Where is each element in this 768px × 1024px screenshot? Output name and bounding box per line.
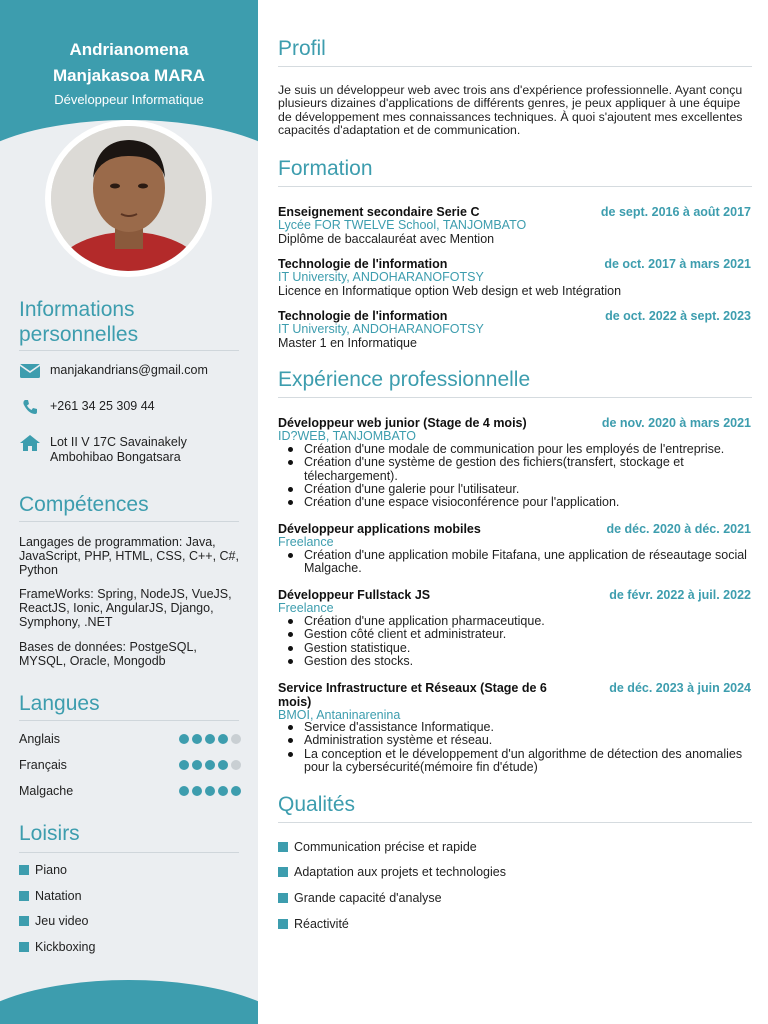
list-item: Administration système et réseau. bbox=[304, 734, 749, 747]
experience-heading: Expérience professionnelle bbox=[278, 368, 531, 391]
divider bbox=[19, 521, 239, 522]
square-bullet-icon bbox=[278, 867, 288, 877]
education-heading: Formation bbox=[278, 157, 373, 180]
level-dot bbox=[179, 760, 189, 770]
quality-label: Grande capacité d'analyse bbox=[294, 891, 442, 905]
square-bullet-icon bbox=[278, 919, 288, 929]
experience-bullets bbox=[304, 721, 749, 774]
email-row bbox=[19, 363, 208, 379]
experience-title: Développeur web junior (Stage de 4 mois) bbox=[278, 416, 527, 430]
quality-item bbox=[278, 865, 506, 879]
address-row bbox=[19, 435, 187, 465]
square-bullet-icon bbox=[19, 891, 29, 901]
language-name: Anglais bbox=[19, 732, 60, 746]
experience-title: Développeur applications mobiles bbox=[278, 522, 481, 536]
divider bbox=[278, 186, 752, 187]
education-title: Technologie de l'information bbox=[278, 309, 448, 323]
level-dot bbox=[179, 734, 189, 744]
hobby-label: Jeu video bbox=[35, 914, 89, 928]
level-dot bbox=[231, 734, 241, 744]
experience-title: Service Infrastructure et Réseaux (Stage de 6 mois) bbox=[278, 681, 547, 709]
candidate-name bbox=[0, 37, 258, 89]
experience-company: Freelance bbox=[278, 535, 334, 549]
address-line1: Lot II V 17C Savainakely bbox=[50, 435, 187, 449]
level-dot bbox=[205, 734, 215, 744]
sidebar-footer-curve bbox=[0, 980, 258, 1024]
level-dot bbox=[192, 734, 202, 744]
language-row bbox=[19, 732, 241, 746]
personal-info-heading bbox=[19, 297, 138, 347]
hobby-item bbox=[19, 940, 95, 954]
divider bbox=[278, 822, 752, 823]
education-date: de sept. 2016 à août 2017 bbox=[600, 205, 751, 219]
experience-company: Freelance bbox=[278, 601, 334, 615]
hobby-label: Piano bbox=[35, 863, 67, 877]
level-dot bbox=[179, 786, 189, 796]
language-row bbox=[19, 758, 241, 772]
education-desc: Diplôme de baccalauréat avec Mention bbox=[278, 232, 495, 246]
language-row bbox=[19, 784, 241, 798]
address-text bbox=[50, 435, 187, 465]
education-school: IT University, ANDOHARANOFOTSY bbox=[278, 270, 484, 284]
language-level-dots bbox=[179, 760, 241, 770]
hobby-item bbox=[19, 863, 67, 877]
square-bullet-icon bbox=[278, 893, 288, 903]
list-item: Service d'assistance Informatique. bbox=[304, 721, 749, 734]
level-dot bbox=[218, 786, 228, 796]
list-item: La conception et le développement d'un algorithme de détection des anomalies pour la cybersécurité(mémoire fin d'étude) bbox=[304, 748, 749, 775]
quality-label: Réactivité bbox=[294, 917, 349, 931]
experience-date: de févr. 2022 à juil. 2022 bbox=[609, 588, 751, 602]
divider bbox=[278, 397, 752, 398]
level-dot bbox=[205, 786, 215, 796]
square-bullet-icon bbox=[19, 942, 29, 952]
address-line2: Ambohibao Bongatsara bbox=[50, 450, 181, 464]
level-dot bbox=[218, 760, 228, 770]
experience-date: de déc. 2023 à juin 2024 bbox=[609, 681, 751, 695]
experience-title: Développeur Fullstack JS bbox=[278, 588, 431, 602]
quality-label: Communication précise et rapide bbox=[294, 840, 477, 854]
list-item: Création d'une application mobile Fitafana, une application de réseautage social Malgache. bbox=[304, 549, 749, 576]
education-desc: Licence en Informatique option Web design et web Intégration bbox=[278, 284, 622, 298]
sidebar bbox=[0, 0, 258, 1024]
square-bullet-icon bbox=[19, 916, 29, 926]
experience-date: de nov. 2020 à mars 2021 bbox=[601, 416, 751, 430]
hobbies-heading: Loisirs bbox=[19, 822, 80, 845]
level-dot bbox=[231, 760, 241, 770]
list-item: Gestion côté client et administrateur. bbox=[304, 628, 749, 641]
list-item: Création d'une espace visioconférence pour l'application. bbox=[304, 496, 749, 509]
square-bullet-icon bbox=[19, 865, 29, 875]
hobby-label: Kickboxing bbox=[35, 940, 96, 954]
quality-item bbox=[278, 840, 477, 854]
experience-bullets bbox=[304, 549, 749, 576]
job-title: Développeur Informatique bbox=[54, 92, 204, 107]
hobby-label: Natation bbox=[35, 889, 82, 903]
language-name: Malgache bbox=[19, 784, 74, 798]
quality-item bbox=[278, 891, 442, 905]
first-name: Andrianomena bbox=[69, 40, 189, 59]
list-item: Gestion statistique. bbox=[304, 642, 749, 655]
skill-item: Langages de programmation: Java, JavaScript, PHP, HTML, CSS, C++, C#, Python bbox=[19, 535, 239, 577]
level-dot bbox=[218, 734, 228, 744]
profile-heading: Profil bbox=[278, 37, 326, 60]
education-school: Lycée FOR TWELVE School, TANJOMBATO bbox=[278, 218, 527, 232]
skills-heading: Compétences bbox=[19, 493, 149, 516]
hobby-item bbox=[19, 914, 89, 928]
portrait-picture bbox=[51, 126, 206, 271]
level-dot bbox=[192, 760, 202, 770]
experience-company: BMOI, Antaninarenina bbox=[278, 708, 401, 722]
divider bbox=[19, 852, 239, 853]
divider bbox=[19, 350, 239, 351]
home-icon bbox=[19, 435, 41, 451]
list-item: Gestion des stocks. bbox=[304, 655, 749, 668]
quality-label: Adaptation aux projets et technologies bbox=[294, 865, 506, 879]
education-title: Enseignement secondaire Serie C bbox=[278, 205, 480, 219]
square-bullet-icon bbox=[278, 842, 288, 852]
personal-info-heading-line1: Informations bbox=[19, 298, 135, 321]
level-dot bbox=[192, 786, 202, 796]
level-dot bbox=[205, 760, 215, 770]
list-item: Création d'une application pharmaceutique. bbox=[304, 615, 749, 628]
language-name: Français bbox=[19, 758, 67, 772]
phone-row bbox=[19, 399, 155, 415]
qualities-heading: Qualités bbox=[278, 793, 356, 816]
personal-info-heading-line2: personnelles bbox=[19, 323, 139, 346]
phone-text[interactable]: +261 34 25 309 44 bbox=[50, 399, 155, 413]
list-item: Création d'une modale de communication pour les employés de l'entreprise. bbox=[304, 443, 749, 456]
experience-bullets bbox=[304, 615, 749, 668]
language-level-dots bbox=[179, 734, 241, 744]
hobby-item bbox=[19, 889, 82, 903]
skill-item: FrameWorks: Spring, NodeJS, VueJS, ReactJS, Ionic, AngularJS, Django, Symphony, .NET bbox=[19, 587, 232, 629]
language-level-dots bbox=[179, 786, 241, 796]
last-name: Manjakasoa MARA bbox=[52, 66, 206, 85]
languages-heading: Langues bbox=[19, 692, 100, 715]
education-date: de oct. 2017 à mars 2021 bbox=[604, 257, 751, 271]
experience-company: ID?WEB, TANJOMBATO bbox=[278, 429, 416, 443]
education-date: de oct. 2022 à sept. 2023 bbox=[605, 309, 751, 323]
profile-summary: Je suis un développeur web avec trois ans d'expérience professionnelle. Ayant conçu plusieurs dizaines d'applications de différents genres, je peux appliquer à une équipe de développement mes connaissances techniques. À quoi s'ajoutent mes excellentes capacités d'adaptation et de communication. bbox=[278, 83, 743, 138]
education-title: Technologie de l'information bbox=[278, 257, 448, 271]
list-item: Création d'une galerie pour l'utilisateur. bbox=[304, 483, 749, 496]
experience-bullets bbox=[304, 443, 749, 509]
email-text[interactable]: manjakandrians@gmail.com bbox=[50, 363, 208, 377]
experience-date: de déc. 2020 à déc. 2021 bbox=[606, 522, 751, 536]
education-school: IT University, ANDOHARANOFOTSY bbox=[278, 322, 484, 336]
envelope-icon bbox=[19, 363, 41, 379]
divider bbox=[19, 720, 239, 721]
level-dot bbox=[231, 786, 241, 796]
profile-photo bbox=[45, 120, 212, 277]
quality-item bbox=[278, 917, 349, 931]
skill-item: Bases de données: PostgeSQL, MYSQL, Oracle, Mongodb bbox=[19, 640, 197, 668]
phone-icon bbox=[19, 399, 41, 415]
divider bbox=[278, 66, 752, 67]
list-item: Création d'une système de gestion des fichiers(transfert, stockage et télechargement). bbox=[304, 456, 749, 483]
education-desc: Master 1 en Informatique bbox=[278, 336, 417, 350]
